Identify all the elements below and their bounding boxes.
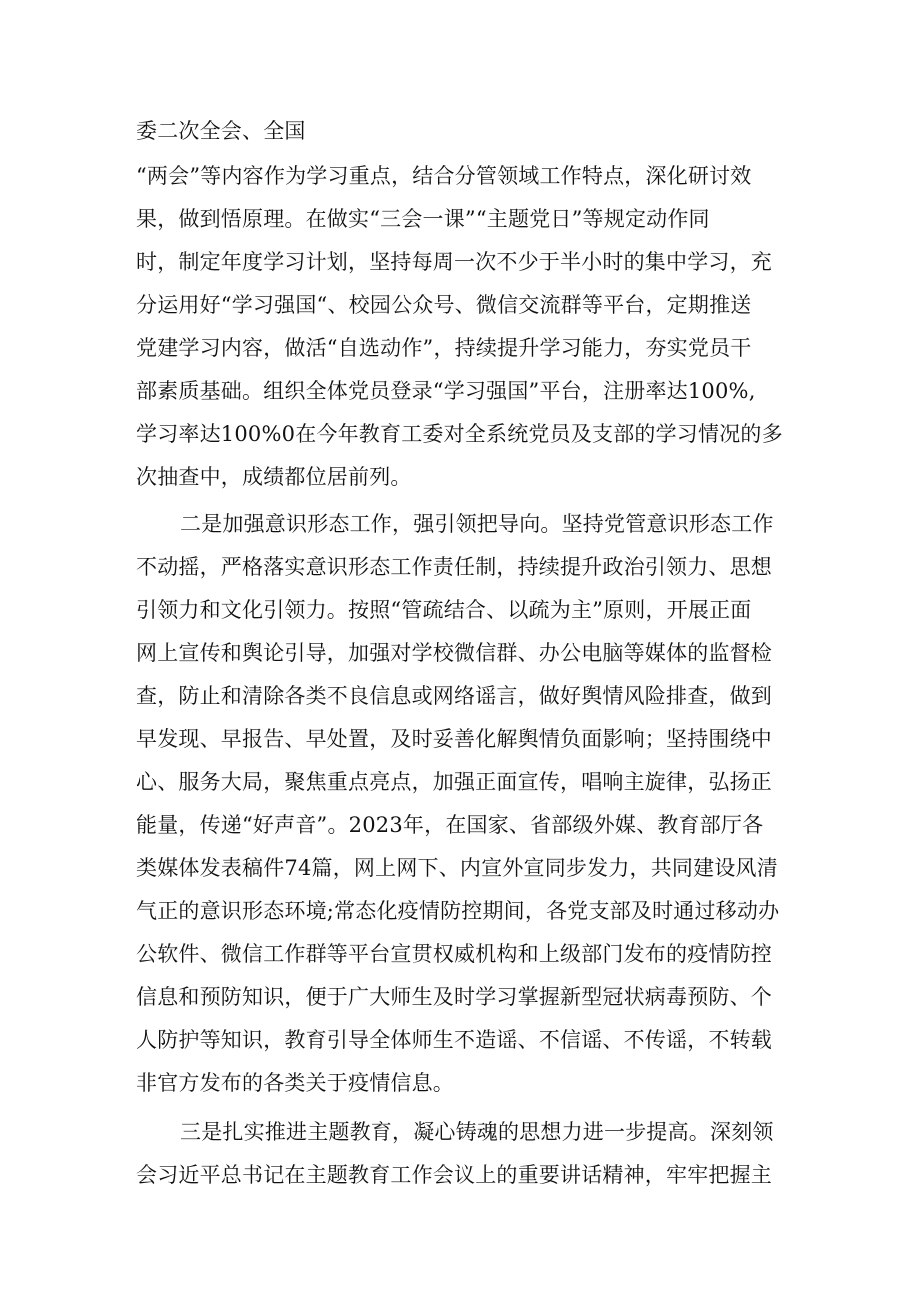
- text-line: 查，防止和清除各类不良信息或网络谣言，做好舆情风险排查，做到: [136, 684, 772, 708]
- text-line: 早发现、早报告、早处置，及时妥善化解舆情负面影响；坚持围绕中: [136, 727, 772, 751]
- text-line: 果，做到悟原理。在做实“三会一课”“主题党日”等规定动作同: [136, 207, 710, 231]
- text-line: 党建学习内容，做活“自选动作”，持续提升学习能力，夯实党员干: [136, 336, 752, 360]
- text-line: “两会”等内容作为学习重点，结合分管领域工作特点，深化研讨效: [136, 164, 752, 188]
- text-line: 能量，传递“好声音”。2023年，在国家、省部级外媒、教育部厅各: [136, 813, 764, 837]
- text-line: 学习率达100%0在今年教育工委对全系统党员及支部的学习情况的多: [136, 422, 783, 446]
- text-line: 心、服务大局，聚焦重点亮点，加强正面宣传，唱响主旋律，弘扬正: [136, 770, 772, 794]
- text-line: 信息和预防知识，便于广大师生及时学习掌握新型冠状病毒预防、个: [136, 985, 772, 1009]
- text-line: 公软件、微信工作群等平台宣贯权威机构和上级部门发布的疫情防控: [136, 942, 772, 966]
- paragraph-first-line: 三是扎实推进主题教育，凝心铸魂的思想力进一步提高。深刻领: [180, 1120, 774, 1144]
- text-line: 次抽查中，成绩都位居前列。: [136, 465, 412, 489]
- paragraph-first-line: 二是加强意识形态工作，强引领把导向。坚持党管意识形态工作: [180, 512, 774, 536]
- text-line: 引领力和文化引领力。按照“管疏结合、以疏为主”原则，开展正面: [136, 598, 752, 622]
- text-line: 分运用好“学习强国“、校园公众号、微信交流群等平台，定期推送: [136, 293, 752, 317]
- text-line: 部素质基础。组织全体党员登录“学习强国”平台，注册率达100%,: [136, 379, 756, 403]
- text-line: 不动摇，严格落实意识形态工作责任制，持续提升政治引领力、思想: [136, 555, 772, 579]
- text-line: 网上宣传和舆论引导，加强对学校微信群、办公电脑等媒体的监督检: [136, 641, 772, 665]
- text-line: 类媒体发表稿件74篇，网上网下、内宣外宣同步发力，共同建设风清: [136, 856, 778, 880]
- text-line: 委二次全会、全国: [136, 119, 306, 143]
- text-line: 时，制定年度学习计划，坚持每周一次不少于半小时的集中学习，充: [136, 250, 772, 274]
- text-line: 会习近平总书记在主题教育工作会议上的重要讲话精神，牢牢把握主: [136, 1163, 772, 1187]
- text-line: 非官方发布的各类关于疫情信息。: [136, 1071, 454, 1095]
- text-line: 气正的意识形态环境;常态化疫情防控期间，各党支部及时通过移动办: [136, 899, 780, 923]
- text-line: 人防护等知识，教育引导全体师生不造谣、不信谣、不传谣，不转载: [136, 1028, 772, 1052]
